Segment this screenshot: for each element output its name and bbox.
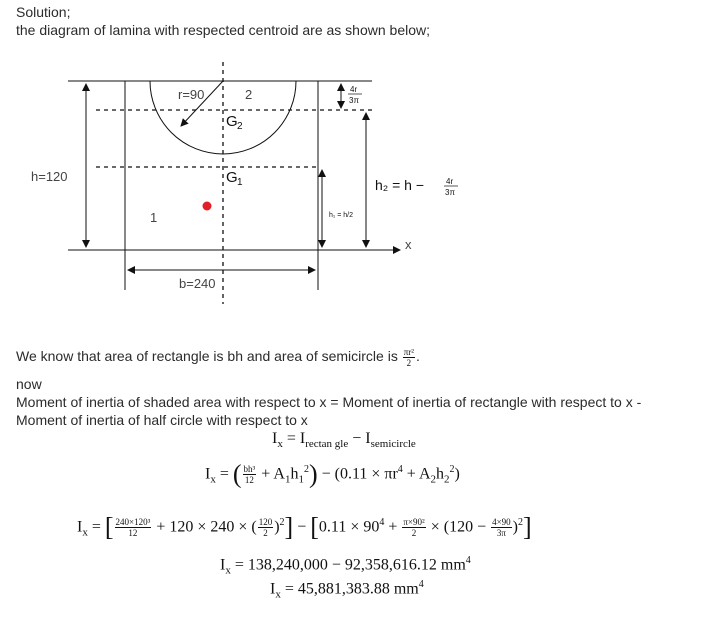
label-g2-sub: 2 — [237, 121, 243, 132]
equation-1: $I_x = I_{rectan gle} - I_{semicircle}$ — [272, 430, 416, 451]
label-region-1: 1 — [150, 210, 158, 225]
area-sentence: We know that area of rectangle is bh and area of semicircle is $\frac{\text{πr²}}{2}$ . — [16, 347, 420, 368]
label-b: b=240 — [179, 276, 216, 291]
moi-line-2: Moment of inertia of half circle with respect to x — [16, 412, 308, 428]
equation-4: $I_x = 138,240,000 - 92,358,616.12$ $mm^4$ — [220, 555, 471, 577]
label-g1-sub: 1 — [237, 177, 243, 188]
area-fraction: $\frac{\text{πr²}}{2}$ — [403, 347, 414, 368]
intro-text: the diagram of lamina with respected centroid are as shown below; — [16, 22, 430, 38]
label-3pi: 3π — [349, 96, 359, 105]
solution-heading: Solution; — [16, 4, 71, 20]
now-text: now — [16, 376, 42, 392]
label-radius: r=90 — [178, 87, 205, 102]
label-g1: G — [226, 169, 238, 186]
centroid-dot — [203, 202, 212, 211]
label-4r: 4r — [350, 85, 358, 94]
equation-2: $I_x$ = ( $\frac{\text{bh³}}{12}$ + $A_1h_1^2) - (0.11 \times \pi r^4 + A_2h_2^2)$ — [205, 459, 460, 489]
label-h1: h₁ = h/2 — [329, 212, 353, 219]
label-g2: G — [226, 113, 238, 130]
equation-5: $I_x = 45,881,383.88$ $mm^4$ — [270, 579, 424, 601]
label-h: h=120 — [31, 169, 68, 184]
label-x-axis: x — [405, 237, 412, 252]
label-h2-den: 3π — [445, 188, 455, 197]
moi-line-1: Moment of inertia of shaded area with respect to x = Moment of inertia of rectangle with respect to x - — [16, 394, 642, 410]
label-h2-num: 4r — [446, 177, 454, 186]
label-region-2: 2 — [245, 87, 253, 102]
label-h2: h₂ = h − — [375, 177, 425, 193]
equation-3: $I_x$ = [ $\frac{\text{240×120³}}{12}$ + 120 × 240 × ( $\frac{120}{2}$ )$^2] - [0.11 \times 90^4$ + $\frac{\text{π×90²}}{2}$ × (120 − $\frac{4\times 90}{3\pi}$ )$^2$] — [77, 512, 532, 542]
